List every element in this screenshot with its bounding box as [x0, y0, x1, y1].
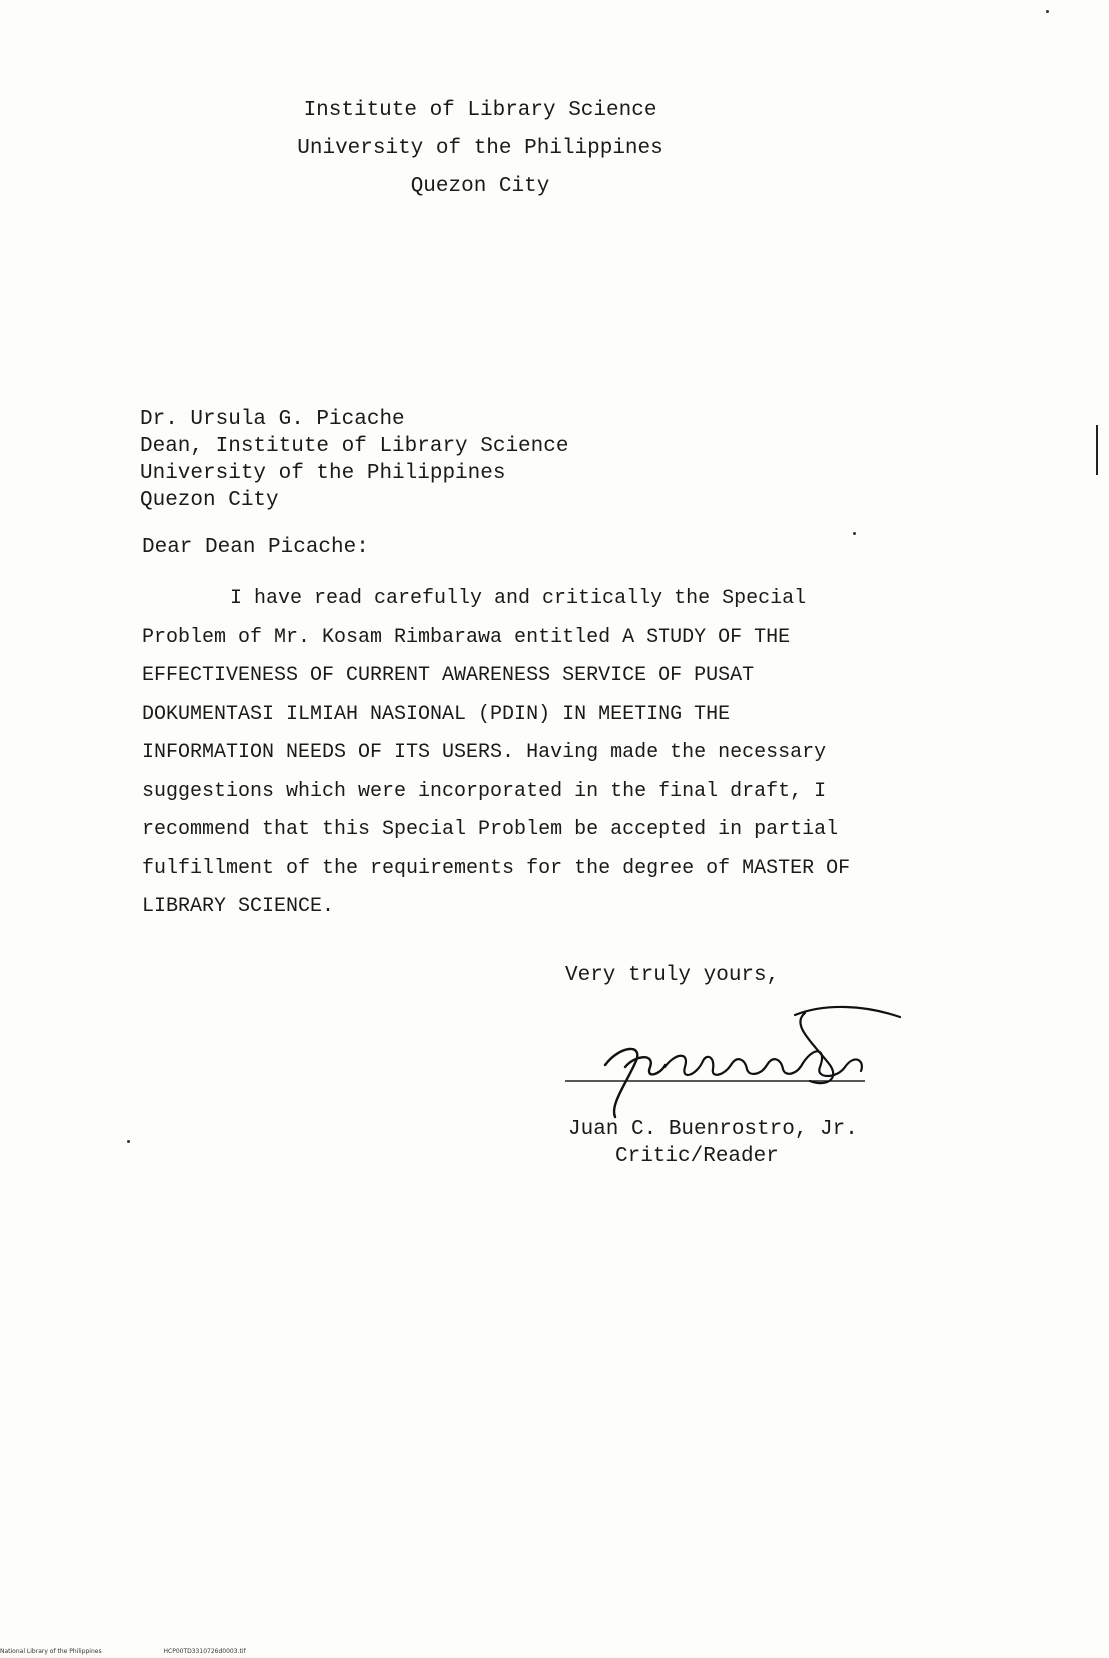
body-line: Problem of Mr. Kosam Rimbarawa entitled A STUDY OF THE	[142, 625, 791, 649]
footer-source: National Library of the Philippines	[0, 1648, 102, 1655]
recipient-city: Quezon City	[140, 489, 279, 512]
scan-footer	[0, 1648, 306, 1655]
letterhead-city: Quezon City	[410, 175, 550, 198]
letterhead	[0, 92, 960, 206]
body-line: suggestions which were incorporated in the final draft, I	[142, 779, 827, 803]
body-line: LIBRARY SCIENCE.	[142, 895, 335, 918]
signer-name: Juan C. Buenrostro, Jr.	[568, 1118, 858, 1141]
closing: Very truly yours,	[565, 964, 780, 987]
salutation: Dear Dean Picache:	[142, 536, 369, 559]
handwritten-signature	[565, 1005, 910, 1125]
scan-speck	[127, 1140, 130, 1143]
footer-filename: HCP00TD3310726d0003.tif	[163, 1648, 246, 1655]
body-line: recommend that this Special Problem be accepted in partial	[142, 818, 839, 841]
signer-title: Critic/Reader	[615, 1145, 779, 1168]
body-line: DOKUMENTASI ILMIAH NASIONAL (PDIN) IN MEETING THE	[142, 702, 731, 726]
letter-body	[142, 580, 850, 927]
body-line: INFORMATION NEEDS OF ITS USERS. Having made the necessary	[142, 741, 827, 764]
scan-speck	[1046, 10, 1049, 13]
body-line: fulfillment of the requirements for the degree of MASTER OF	[142, 856, 851, 880]
scan-speck	[853, 532, 856, 535]
recipient-address	[140, 406, 568, 514]
letterhead-institute: Institute of Library Science	[303, 99, 657, 122]
recipient-name: Dr. Ursula G. Picache	[140, 408, 405, 431]
letterhead-university: University of the Philippines	[297, 137, 663, 160]
body-line: EFFECTIVENESS OF CURRENT AWARENESS SERVICE OF PUSAT	[142, 664, 755, 687]
body-line: I have read carefully and critically the Special	[230, 587, 807, 610]
scan-edge-mark	[1096, 425, 1098, 475]
recipient-institution: University of the Philippines	[140, 462, 506, 485]
recipient-title: Dean, Institute of Library Science	[140, 435, 569, 458]
